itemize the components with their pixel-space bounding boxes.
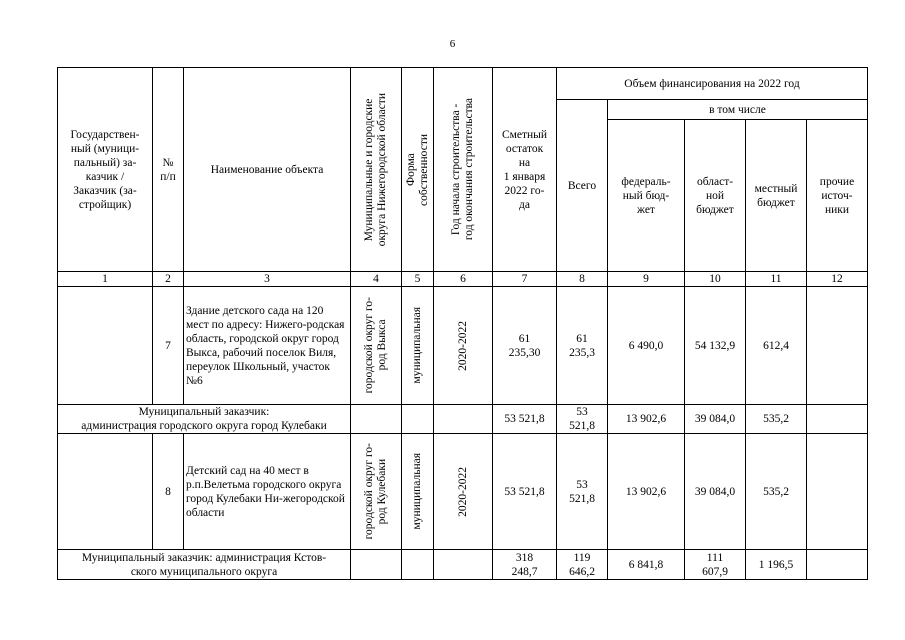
column-number: 7 <box>493 272 557 287</box>
object-name: Детский сад на 40 мест в р.п.Велетьма городского округа город Кулебаки Ни-жегородской области <box>184 434 351 550</box>
regional-value: 39 084,0 <box>685 405 746 434</box>
local-value: 535,2 <box>746 405 807 434</box>
header-total: Всего <box>557 100 608 272</box>
customer-row <box>58 550 868 580</box>
empty-cell <box>402 405 434 434</box>
header-ownership <box>402 68 434 272</box>
header-customer: Государствен- ный (муници- пальный) за- казчик / Заказчик (за- стройщик) <box>58 68 153 272</box>
total-value: 53 521,8 <box>557 434 608 550</box>
header-estimate: Сметный остаток на 1 января 2022 го- да <box>493 68 557 272</box>
column-number-row <box>58 272 868 287</box>
estimate-value: 318 248,7 <box>493 550 557 580</box>
federal-value: 13 902,6 <box>608 434 685 550</box>
municipality-cell <box>351 287 402 405</box>
financing-table <box>57 67 868 580</box>
estimate-value: 53 521,8 <box>493 434 557 550</box>
header-years-text: Год начала строительства - год окончания строительства <box>450 98 475 241</box>
column-number: 6 <box>434 272 493 287</box>
header-municipality <box>351 68 402 272</box>
header-other: прочие источ- ники <box>807 120 868 272</box>
empty-cell <box>351 405 402 434</box>
empty-cell <box>434 405 493 434</box>
header-regional: област- ной бюджет <box>685 120 746 272</box>
header-including: в том числе <box>608 100 868 120</box>
header-funding: Объем финансирования на 2022 год <box>557 68 868 100</box>
row-number: 7 <box>153 287 184 405</box>
object-name: Здание детского сада на 120 мест по адресу: Нижего-родская область, городской округ город Выкса, рабочий поселок Виля, переулок Школьный, участок №6 <box>184 287 351 405</box>
other-value <box>807 434 868 550</box>
row-number: 8 <box>153 434 184 550</box>
years-text: 2020-2022 <box>456 466 469 517</box>
column-number: 9 <box>608 272 685 287</box>
regional-value: 54 132,9 <box>685 287 746 405</box>
customer-cell <box>58 434 153 550</box>
table-row <box>58 287 868 405</box>
empty-cell <box>402 550 434 580</box>
federal-value: 6 841,8 <box>608 550 685 580</box>
years-text: 2020-2022 <box>456 320 469 371</box>
municipality-cell <box>351 434 402 550</box>
header-num: № п/п <box>153 68 184 272</box>
regional-value: 111 607,9 <box>685 550 746 580</box>
federal-value: 13 902,6 <box>608 405 685 434</box>
customer-label: Муниципальный заказчик: администрация городского округа город Кулебаки <box>58 405 351 434</box>
other-value <box>807 550 868 580</box>
customer-row <box>58 405 868 434</box>
header-federal: федераль- ный бюд- жет <box>608 120 685 272</box>
page-number: 6 <box>449 38 456 50</box>
header-years <box>434 68 493 272</box>
ownership-cell <box>402 287 434 405</box>
column-number: 12 <box>807 272 868 287</box>
column-number: 2 <box>153 272 184 287</box>
header-municipality-text: Муниципальные и городские округа Нижегородской области <box>363 92 388 247</box>
total-value: 53 521,8 <box>557 405 608 434</box>
table-row <box>58 434 868 550</box>
customer-label: Муниципальный заказчик: администрация Кстов- ского муниципального округа <box>58 550 351 580</box>
federal-value: 6 490,0 <box>608 287 685 405</box>
municipality-text: городской округ го- род Выкса <box>363 297 388 394</box>
empty-cell <box>434 550 493 580</box>
regional-value: 39 084,0 <box>685 434 746 550</box>
header-ownership-text: Форма собственности <box>404 133 430 206</box>
ownership-text: муниципальная <box>411 307 423 384</box>
column-number: 10 <box>685 272 746 287</box>
years-cell <box>434 287 493 405</box>
estimate-value: 61 235,30 <box>493 287 557 405</box>
municipality-text: городской округ го- род Кулебаки <box>363 443 388 540</box>
column-number: 3 <box>184 272 351 287</box>
ownership-cell <box>402 434 434 550</box>
total-value: 119 646,2 <box>557 550 608 580</box>
local-value: 1 196,5 <box>746 550 807 580</box>
empty-cell <box>351 550 402 580</box>
column-number: 1 <box>58 272 153 287</box>
column-number: 8 <box>557 272 608 287</box>
column-number: 4 <box>351 272 402 287</box>
other-value <box>807 405 868 434</box>
other-value <box>807 287 868 405</box>
column-number: 5 <box>402 272 434 287</box>
header-object-name: Наименование объекта <box>184 68 351 272</box>
ownership-text: муниципальная <box>411 453 423 530</box>
column-number: 11 <box>746 272 807 287</box>
local-value: 612,4 <box>746 287 807 405</box>
total-value: 61 235,3 <box>557 287 608 405</box>
estimate-value: 53 521,8 <box>493 405 557 434</box>
header-local: местный бюджет <box>746 120 807 272</box>
years-cell <box>434 434 493 550</box>
local-value: 535,2 <box>746 434 807 550</box>
customer-cell <box>58 287 153 405</box>
